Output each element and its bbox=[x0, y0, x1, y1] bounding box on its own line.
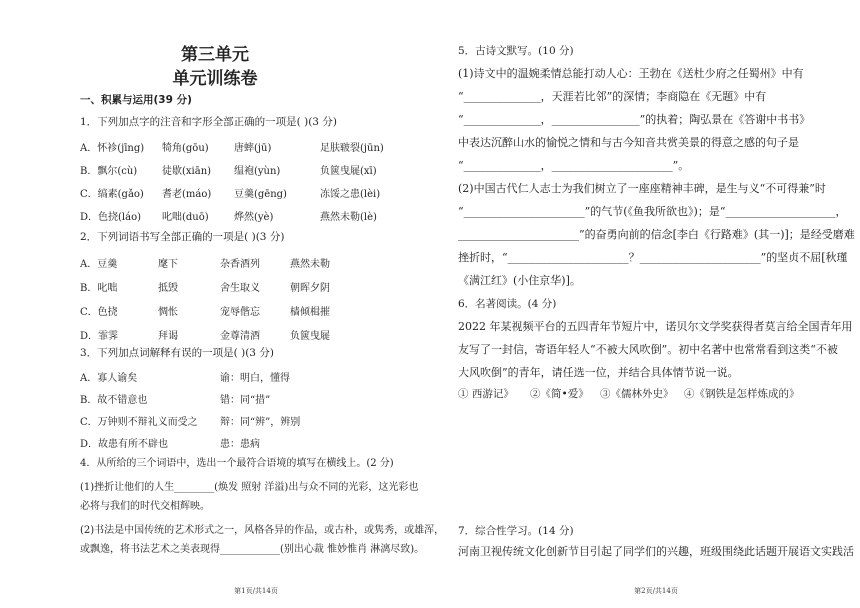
unit-title: 第三单元 bbox=[181, 45, 249, 65]
option-cell: 冻馁之患(lèi) bbox=[320, 189, 381, 200]
question-2: 2．下列词语书写全部正确的一项是( )(3 分) bbox=[80, 231, 285, 243]
option-cell: D．色挠(láo) bbox=[80, 212, 142, 223]
option-cell: A．怀袗(jīng) bbox=[80, 143, 145, 154]
option-cell: A．寡人谕矣 bbox=[80, 373, 138, 384]
q5-line: “______________，______________________”。 bbox=[458, 159, 690, 172]
option-cell: D．霏霁 bbox=[80, 331, 119, 342]
question-4: 4．从所给的三个词语中，选出一个最符合语境的填写在横线上。(2 分) bbox=[80, 458, 394, 469]
book-option: ③《儒林外史》 bbox=[600, 388, 674, 400]
q5-line: “______________________”的气节(《鱼我所欲也》)；是“____________________， bbox=[458, 205, 847, 218]
option-cell: 豆羹(gēng) bbox=[234, 189, 287, 200]
question-7: 7．综合性学习。(14 分) bbox=[458, 525, 574, 537]
option-cell: 谕：明白，懂得 bbox=[220, 373, 290, 384]
page-number: 第1页/共14页 bbox=[234, 587, 278, 595]
q4-item-1: (1)挫折让他们的人生________(焕发 照射 洋溢)出与众不同的光彩，这光彩也 bbox=[80, 482, 419, 493]
q5-line: 挫折时，“______________________？______________________”的坚贞不屈[秋瑾 bbox=[458, 251, 848, 264]
option-cell: 惆怅 bbox=[158, 307, 178, 318]
question-3: 3．下列加点词解释有误的一项是( )(3 分) bbox=[80, 347, 274, 359]
option-cell: 叱咄(duō) bbox=[162, 212, 209, 223]
q5-line: 《满江红》(小住京华)]。 bbox=[458, 274, 581, 287]
option-cell: 燕然未勒(lè) bbox=[320, 212, 377, 223]
right-page bbox=[430, 0, 860, 608]
q5-line: 中表达沉醉山水的愉悦之情和与古今知音共赏美景的得意之感的句子是 bbox=[458, 136, 799, 149]
option-cell: 负篋曳屣 bbox=[290, 331, 330, 342]
option-cell: 杂香酒列 bbox=[220, 259, 260, 270]
q4-item-2: (2)书法是中国传统的艺术形式之一，风格各异的作品，或古朴，或隽秀，或雄浑， bbox=[80, 525, 445, 536]
q5-line: “______________，天涯若比邻”的深情；李商隐在《无题》中有 bbox=[458, 90, 767, 103]
paper-title: 单元训练卷 bbox=[172, 69, 258, 89]
option-cell: 燕然未勒 bbox=[290, 259, 330, 270]
q5-line: (2)中国古代仁人志士为我们树立了一座座精神丰碑，是生与义“不可得兼”时 bbox=[458, 182, 826, 195]
q5-line: “______________，________________”的执着；陶弘景在《答谢中书书》 bbox=[458, 113, 811, 126]
option-cell: 辩：同“辨”，辨别 bbox=[220, 417, 301, 428]
q4-item-2-cont: 或飘逸，将书法艺术之美表现得____________(别出心裁 惟妙惟肖 淋漓尽致)。 bbox=[80, 544, 425, 555]
option-cell: 犄角(gōu) bbox=[162, 143, 209, 154]
question-1: 1．下列加点字的注音和字形全部正确的一项是( )(3 分) bbox=[80, 116, 337, 128]
option-cell: 烨然(yè) bbox=[234, 212, 274, 223]
option-cell: 错：同“措” bbox=[220, 395, 271, 406]
page-number: 第2页/共14页 bbox=[634, 587, 678, 595]
option-cell: 金尊清酒 bbox=[220, 331, 260, 342]
option-cell: C．缟素(gǎo) bbox=[80, 189, 144, 200]
option-cell: 抵毁 bbox=[158, 283, 178, 294]
question-6: 6．名著阅读。(4 分) bbox=[458, 298, 557, 310]
option-cell: 徒歇(xiān) bbox=[162, 166, 212, 177]
option-cell: 宠辱偕忘 bbox=[220, 307, 260, 318]
book-option: ④《钢铁是怎样炼成的》 bbox=[684, 388, 800, 400]
option-cell: 缊袍(yùn) bbox=[234, 166, 281, 177]
question-5: 5．古诗文默写。(10 分) bbox=[458, 45, 574, 57]
option-cell: 朝晖夕阴 bbox=[290, 283, 330, 294]
q4-item-1-cont: 必将与我们的时代交相辉映。 bbox=[80, 501, 210, 512]
q5-line: (1)诗文中的温婉柔情总能打动人心：王勃在《送杜少府之任蜀州》中有 bbox=[458, 67, 804, 80]
q6-line: 大风吹倒”的青年，请任选一位，并结合具体情节说一说。 bbox=[458, 366, 739, 379]
book-option: ②《简•爱》 bbox=[530, 388, 589, 400]
q5-line: ______________________”的奋勇向前的信念[李白《行路难》(其一)]；是经受磨难 bbox=[458, 228, 855, 241]
q6-line: 2022 年某视频平台的五四青年节短片中，诺贝尔文学奖获得者莫言给全国青年用 bbox=[458, 320, 853, 333]
option-cell: A．豆羹 bbox=[80, 259, 118, 270]
option-cell: 足肤皲裂(jūn) bbox=[320, 143, 384, 154]
option-cell: B．飘尔(cù) bbox=[80, 166, 138, 177]
option-cell: 患：患病 bbox=[220, 439, 260, 450]
book-option: ① 西游记》 bbox=[458, 388, 514, 400]
option-cell: 麾下 bbox=[158, 259, 178, 270]
option-cell: 舍生取义 bbox=[220, 283, 260, 294]
option-cell: B．叱咄 bbox=[80, 283, 118, 294]
option-cell: D．故患有所不辟也 bbox=[80, 439, 169, 450]
q6-line: 友写了一封信，寄语年轻人“不被大风吹倒”。初中名著中也常常看到这类“不被 bbox=[458, 343, 838, 356]
option-cell: 负篋曳屣(xī) bbox=[320, 166, 377, 177]
option-cell: 樯倾楫摧 bbox=[290, 307, 330, 318]
option-cell: 唐蟀(jū) bbox=[234, 143, 272, 154]
option-cell: 拜谒 bbox=[158, 331, 178, 342]
section-heading: 一、积累与运用(39 分) bbox=[80, 94, 192, 106]
option-cell: 耆老(máo) bbox=[162, 189, 212, 200]
option-cell: C．色挠 bbox=[80, 307, 118, 318]
q7-line: 河南卫视传统文化创新节目引起了同学们的兴趣，班级围绕此话题开展语文实践活 bbox=[458, 545, 854, 558]
option-cell: B．故不错意也 bbox=[80, 395, 148, 406]
option-cell: C．万钟则不辩礼义而受之 bbox=[80, 417, 198, 428]
